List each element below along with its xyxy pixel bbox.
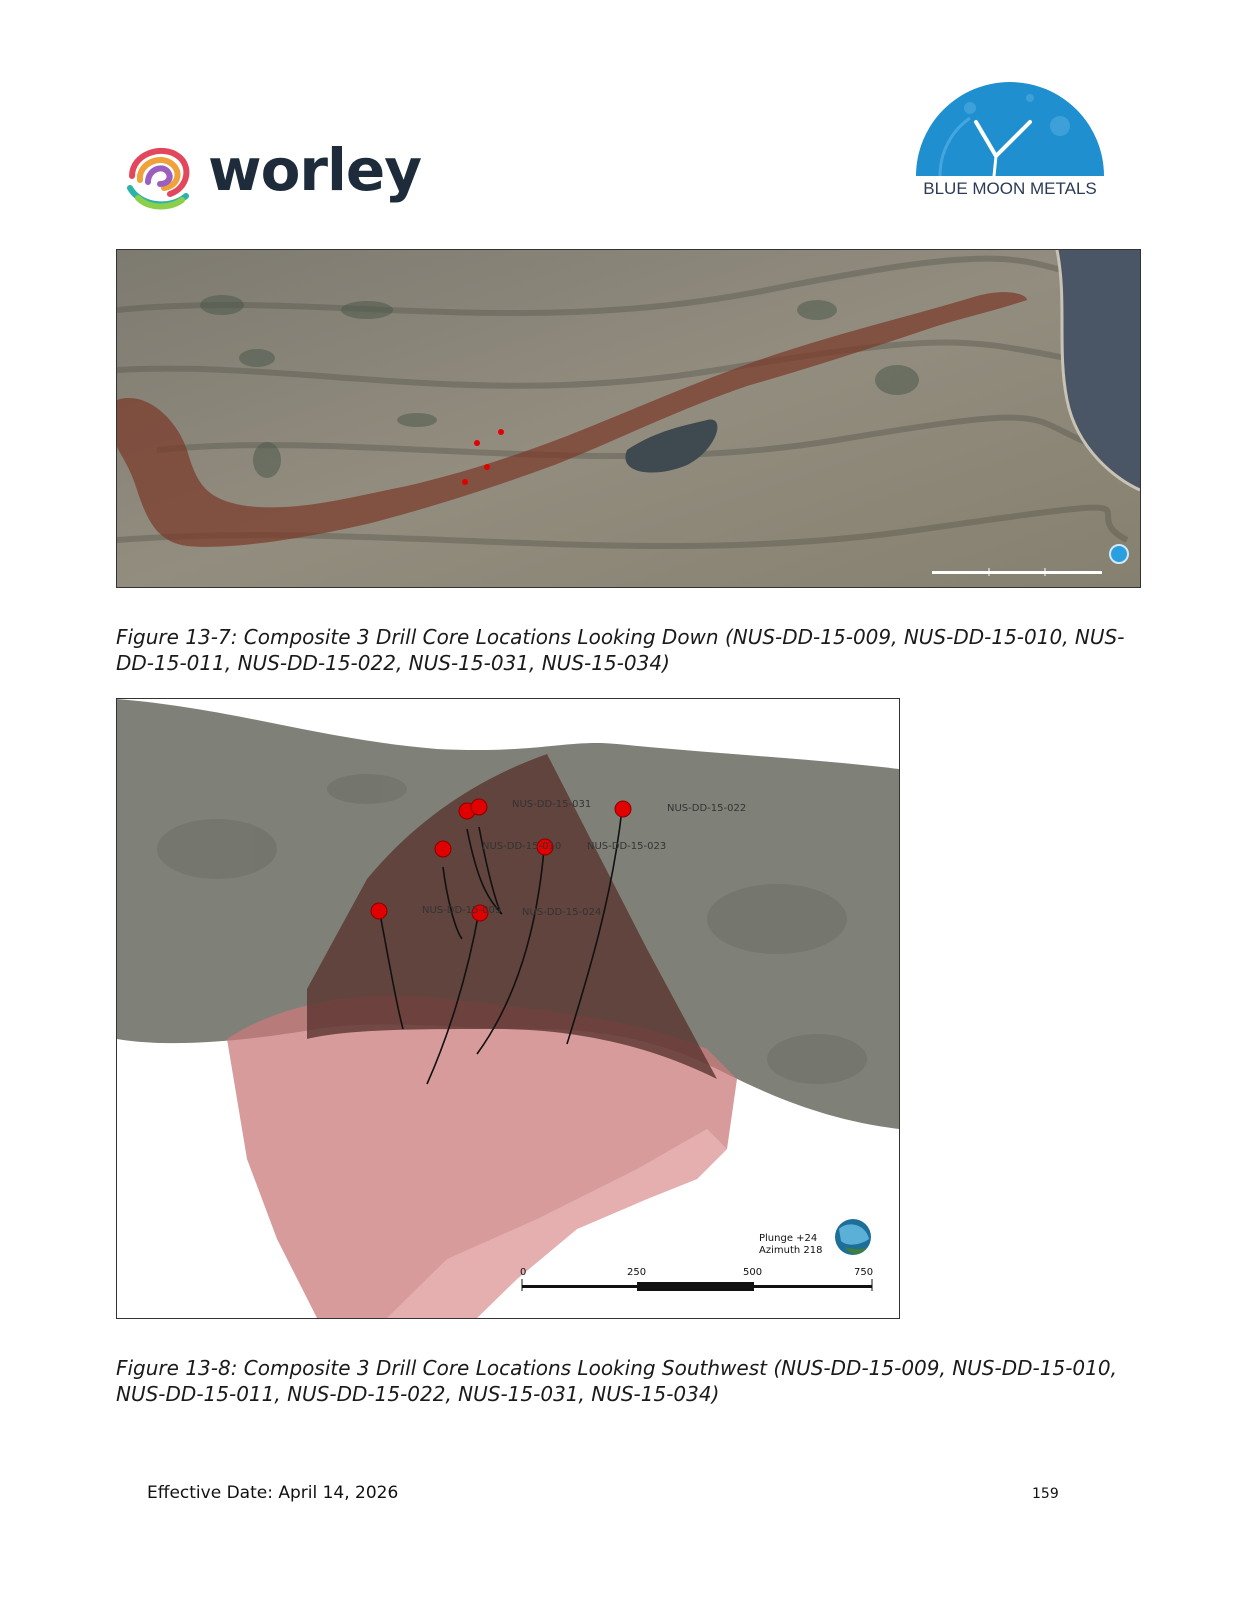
hole-label: NUS-DD-15-009: [422, 905, 502, 916]
figure-plan-view-map: [116, 249, 1141, 588]
figure-southwest-view-map: [116, 698, 900, 1319]
hole-label: NUS-DD-15-031: [512, 799, 592, 810]
worley-swirl-icon: [122, 138, 198, 214]
scale-tick: 250: [627, 1267, 647, 1278]
azimuth-label: Azimuth 218: [759, 1245, 823, 1256]
worley-logo: [122, 132, 442, 222]
plunge-label: Plunge +24: [759, 1233, 818, 1244]
hole-label: NUS-DD-15-024: [522, 907, 602, 918]
hole-label: NUS-DD-15-023: [587, 841, 667, 852]
scale-bar: [520, 1267, 873, 1291]
hole-label: NUS-DD-15-022: [667, 803, 747, 814]
globe-icon: [1110, 545, 1128, 563]
scale-tick: 500: [743, 1267, 763, 1278]
figure-13-8-caption: Figure 13-8: Composite 3 Drill Core Locations Looking Southwest (NUS-DD-15-009, NUS-DD-15-010, NUS-DD-15-011, NUS-DD-15-022, NUS-15-031, NUS-15-034): [116, 1356, 1117, 1406]
scale-tick: 0: [520, 1267, 527, 1278]
blue-moon-metals-logo: [910, 78, 1110, 203]
effective-date: Effective Date: April 14, 2026: [147, 1483, 399, 1503]
aerial-map-image: [117, 250, 1140, 587]
hole-label: NUS-DD-15-010: [482, 841, 562, 852]
page-number: 159: [1032, 1486, 1059, 1502]
scale-tick: 750: [854, 1267, 874, 1278]
orientation-legend: [759, 1219, 871, 1256]
blue-moon-wordmark: BLUE MOON METALS: [923, 179, 1097, 198]
3d-model-image: [117, 699, 899, 1318]
figure-13-7-caption: Figure 13-7: Composite 3 Drill Core Locations Looking Down (NUS-DD-15-009, NUS-DD-15-010, NUS-DD-15-011, NUS-DD-15-022, NUS-15-031, NUS-15-034): [116, 625, 1125, 675]
worley-wordmark: worley: [208, 136, 422, 204]
blue-moon-icon: [910, 78, 1110, 178]
